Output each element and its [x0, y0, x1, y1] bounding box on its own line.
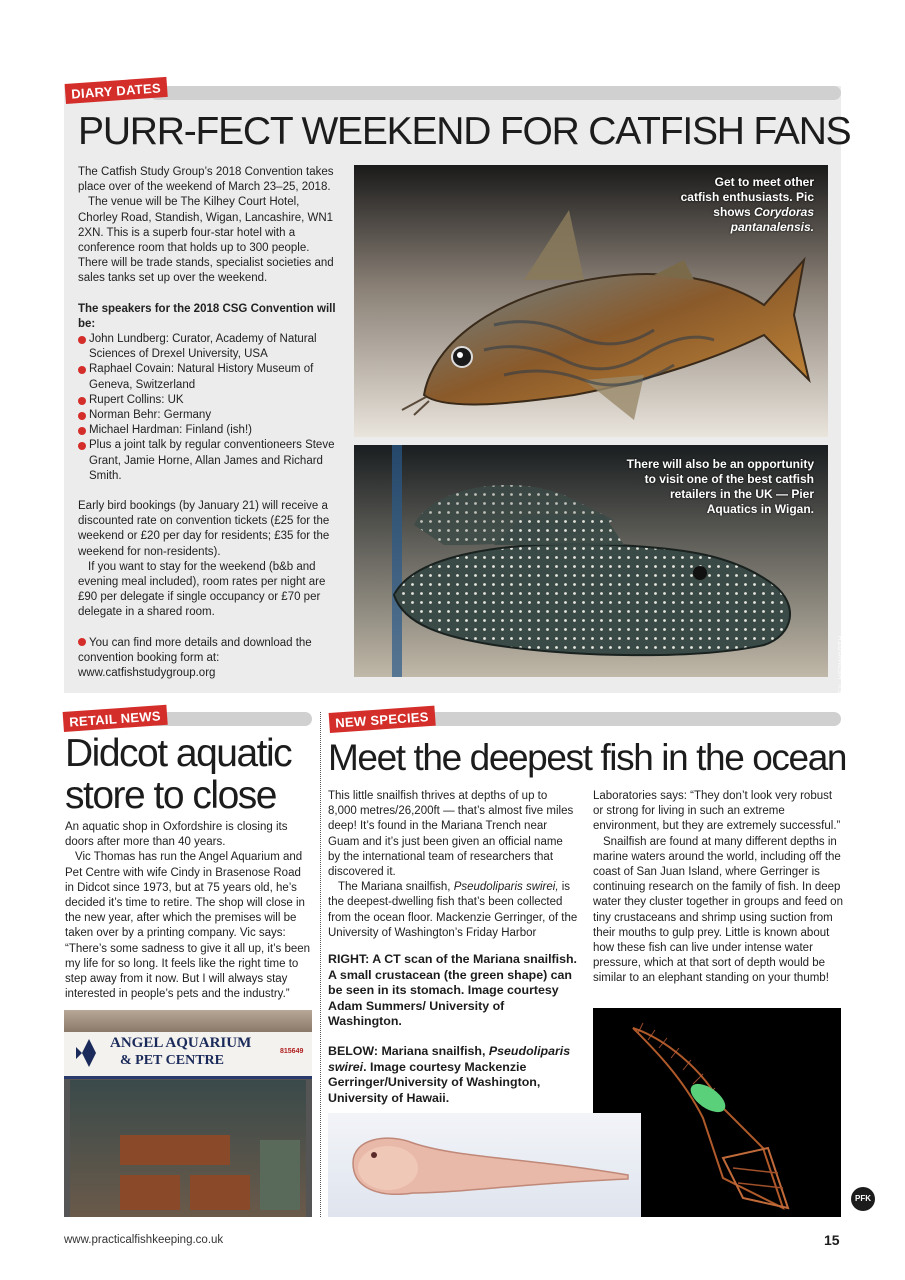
snailfish-caption-a: BELOW: Mariana snailfish,: [328, 1044, 489, 1058]
corydoras-caption-text: Get to meet other catfish enthusiasts. Pic shows: [680, 175, 814, 219]
sign-line-1: ANGEL AQUARIUM: [110, 1035, 252, 1051]
footer-url[interactable]: www.practicalfishkeeping.co.uk: [64, 1234, 224, 1246]
shop-sign: [64, 1032, 312, 1079]
corydoras-caption: [674, 175, 814, 235]
page-number: 15: [824, 1232, 840, 1248]
column-divider: [320, 712, 321, 1217]
speaker-item: Raphael Covain: Natural History Museum of Geneva, Switzerland: [78, 362, 340, 392]
display-cabinet: [120, 1175, 180, 1210]
snailfish-photo: [328, 1113, 641, 1217]
bullet-dot: [78, 638, 86, 646]
corydoras-caption-species: Corydoras pantanalensis.: [730, 205, 814, 234]
retail-headline: [65, 733, 291, 817]
shop-door: [260, 1140, 300, 1210]
diary-intro-1: The Catfish Study Group’s 2018 Convention takes place over of the weekend of March 23–25, 2018.: [78, 166, 334, 194]
snailfish-caption-b: . Image courtesy Mackenzie Gerringer/University of Washington, University of Hawaii.: [328, 1059, 541, 1105]
speaker-item: Norman Behr: Germany: [78, 408, 340, 423]
display-cabinet: [120, 1135, 230, 1165]
diary-article: [78, 165, 340, 681]
display-cabinet: [190, 1175, 250, 1210]
new-species-tag: NEW SPECIES: [329, 706, 436, 733]
species-col2-para-2: Snailfish are found at many different depths in marine waters around the world, including off the coast of San Juan Island, where Gerringer is continuing research on the family of fish. In deep water they cluster together in groups and feed on tiny crustaceans and shrimp using suction from their mouths to gulp prey. Little is known about how these fish can live under intense water pressure, which at that sort of depth would be similar to an elephant standing on your thumb!: [593, 835, 843, 985]
speaker-item: Michael Hardman: Finland (ish!): [78, 423, 340, 438]
retail-news-tag: RETAIL NEWS: [63, 705, 168, 732]
photo-credit: NEIL HEPWORTH: [838, 635, 845, 700]
speakers-list: [78, 332, 340, 484]
species-para-2-a: The Mariana snailfish,: [338, 881, 454, 894]
species-col2-para-1: Laboratories says: “They don’t look very robust or strong for living in such an extreme environment, but they are extremely successful.”: [593, 790, 841, 833]
shop-window: [70, 1080, 306, 1217]
bookings-para-2: If you want to stay for the weekend (b&b and evening meal included), room rates per night are £90 per delegate if single occupancy or £70 per delegate in a shared room.: [78, 560, 326, 619]
species-para-1: This little snailfish thrives at depths of up to 8,000 metres/26,200ft — that’s almost five miles deep! It’s found in the Mariana Trench near Guam and it’s just been given an official name by the international team of researchers that discovered it.: [328, 790, 574, 879]
angelfish-icon: [76, 1037, 102, 1069]
species-col2: [593, 789, 843, 987]
pleco-photo: [354, 445, 845, 700]
retail-tag-bar: [150, 712, 312, 726]
shop-photo: [64, 1010, 312, 1217]
pleco-caption: There will also be an opportunity to visit one of the best catfish retailers in the UK — Pier Aquatics in Wigan.: [626, 457, 814, 516]
diary-dates-tag: DIARY DATES: [65, 77, 168, 104]
snailfish-caption-species: Pseudoliparis swirei: [328, 1044, 571, 1074]
retail-para-2: Vic Thomas has run the Angel Aquarium and Pet Centre with wife Cindy in Brasenose Road in Didcot since 1973, but at 75 years old, he’s decided it’s time to retire. The shop will close in the new year, after which the premises will be taken over by a printing company. Vic says: “There’s some sadness to give it all up, it’s been my life for so long. It feels like the right time to step away from it now. But I will always stay interested in people’s pets and the industry.”: [65, 851, 311, 1001]
species-col1: [328, 789, 578, 941]
ct-scan-caption: RIGHT: A CT scan of the Mariana snailfish. A small crustacean (the green shape) can be seen in its stomach. Image courtesy Adam Summers/ University of Washington.: [328, 952, 577, 1028]
species-para-2: [328, 880, 578, 941]
sign-line-2: & PET CENTRE: [120, 1053, 224, 1068]
species-tag-bar: [420, 712, 841, 726]
details-para: [78, 636, 340, 682]
pfk-badge: PFK: [851, 1187, 875, 1211]
diary-headline: PURR-FECT WEEKEND FOR CATFISH FANS: [78, 110, 851, 153]
retail-article: [65, 820, 311, 1002]
diary-intro-2: The venue will be The Kilhey Court Hotel, Chorley Road, Standish, Wigan, Lancashire, WN1 2XN. This is a superb four-star hotel with a conference room that holds up to 300 people. There will be trade stands, specialist societies and sales tanks set up over the weekend.: [78, 196, 334, 285]
details-text: You can find more details and download the convention booking form at: www.catfishstudygroup.org: [78, 636, 312, 680]
species-para-2-b: is the deepest-dwelling fish that’s been collected from the ocean floor. Mackenzie Gerringer, of the University of Washington’s Friday Harbor: [328, 881, 578, 939]
shop-roof: [64, 1010, 312, 1032]
retail-headline-line2: store to close: [65, 774, 276, 817]
speaker-item: Rupert Collins: UK: [78, 393, 340, 408]
speaker-item: John Lundberg: Curator, Academy of Natural Sciences of Drexel University, USA: [78, 332, 340, 362]
speakers-heading: The speakers for the 2018 CSG Convention will be:: [78, 302, 336, 330]
snailfish-caption: [328, 1044, 578, 1106]
bookings-para-1: Early bird bookings (by January 21) will receive a discounted rate on convention tickets (£25 for the weekend or £20 per day for residents; £35 for the weekend for non-residents).: [78, 500, 330, 558]
species-headline: Meet the deepest fish in the ocean: [328, 737, 847, 778]
corydoras-photo: [354, 165, 828, 437]
sign-phone: 815649: [280, 1048, 304, 1055]
speaker-item: Plus a joint talk by regular conventioneers Steve Grant, Jamie Horne, Allan James and Richard Smith.: [78, 438, 340, 484]
diary-tag-bar: [150, 86, 841, 100]
retail-para-1: An aquatic shop in Oxfordshire is closing its doors after more than 40 years.: [65, 821, 288, 849]
snailfish-illustration: [328, 1113, 641, 1217]
species-name: Pseudoliparis swirei,: [453, 881, 559, 894]
retail-headline-line1: Didcot aquatic: [65, 732, 292, 775]
